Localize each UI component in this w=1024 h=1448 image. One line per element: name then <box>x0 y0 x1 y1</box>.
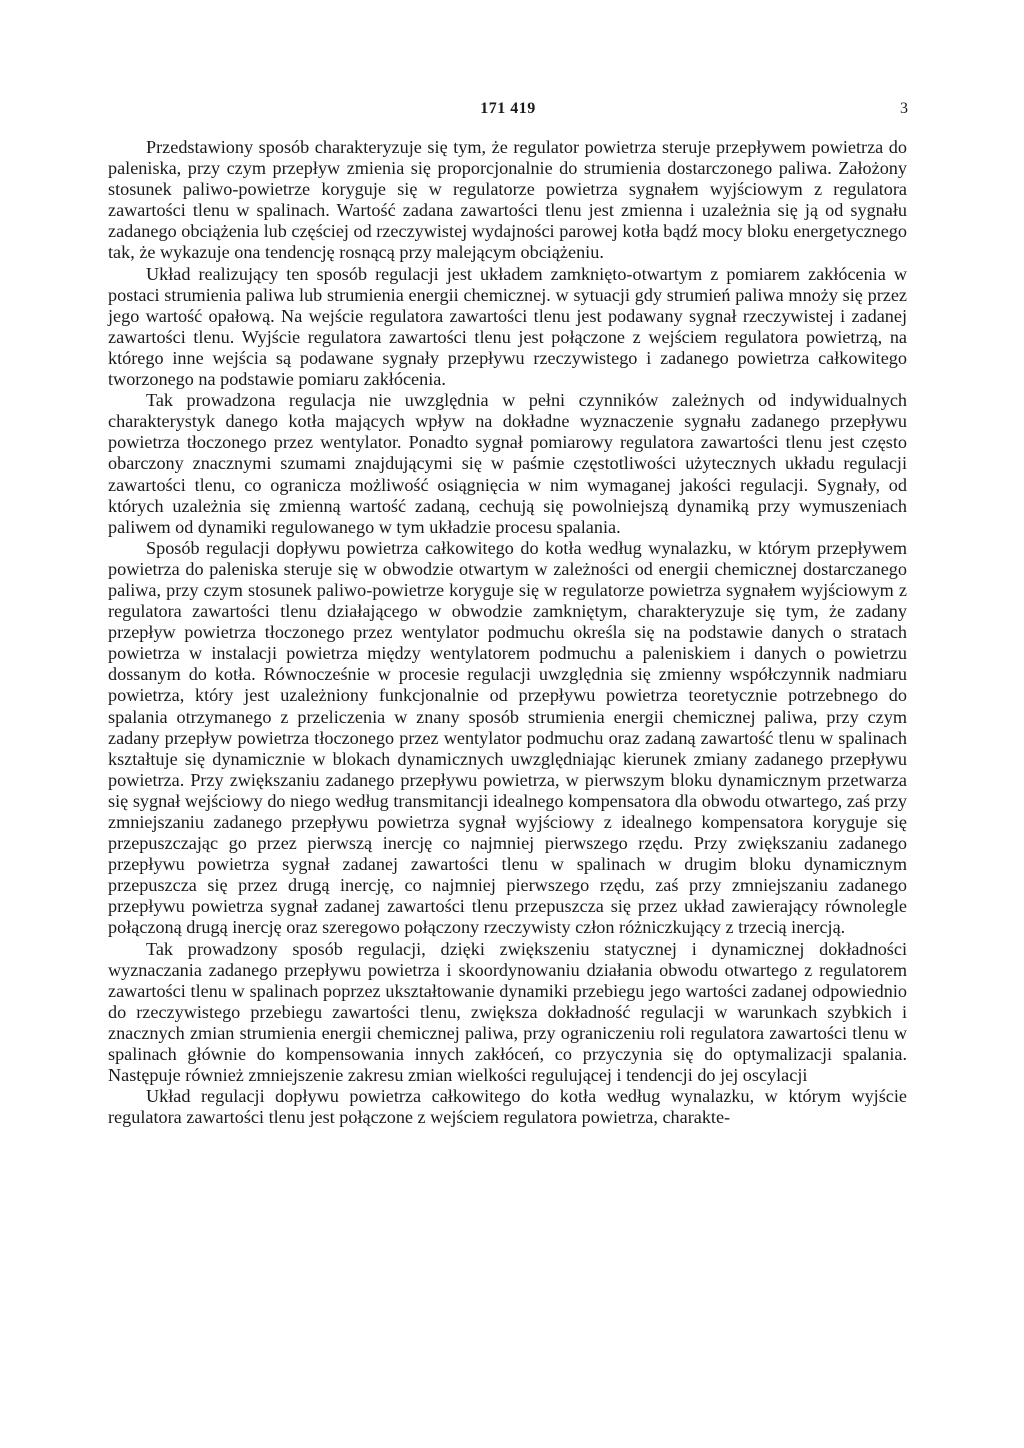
paragraph: Układ realizujący ten sposób regulacji jest układem zamknięto-otwartym z pomiarem zakłócenia w postaci strumienia paliwa lub strumienia energii chemicznej. w sytuacji gdy strumień paliwa mnoży się przez jego wartość opałową. Na wejście regulatora zawartości tlenu jest podawany sygnał rzeczywistej i zadanej zawartości tlenu. Wyjście regulatora zawartości tlenu jest połączone z wejściem regulatora powietrzą, na którego inne wejścia są podawane sygnały przepływu rzeczywistego i zadanego powietrza całkowitego tworzonego na podstawie pomiaru zakłócenia. <box>108 263 907 390</box>
paragraph: Tak prowadzony sposób regulacji, dzięki zwiększeniu statycznej i dynamicznej dokładności wyznaczania zadanego przepływu powietrza i skoordynowaniu działania obwodu otwartego z regulatorem zawartości tlenu w spalinach poprzez ukształtowanie dynamiki przebiegu jego wartości zadanej odpowiednio do rzeczywistego przebiegu zawartości tlenu, zwiększa dokładność regulacji w warunkach szybkich i znacznych zmian strumienia energii chemicznej paliwa, przy ograniczeniu roli regulatora zawartości tlenu w spalinach głównie do kompensowania innych zakłóceń, co przyczynia się do optymalizacji spalania. Następuje również zmniejszenie zakresu zmian wielkości regulującej i tendencji do jej oscylacji <box>108 938 907 1086</box>
paragraph: Układ regulacji dopływu powietrza całkowitego do kotła według wynalazku, w którym wyjście regulatora zawartości tlenu jest połączone z wejściem regulatora powietrza, charakte- <box>108 1086 907 1128</box>
paragraph: Tak prowadzona regulacja nie uwzględnia w pełni czynników zależnych od indywidualnych charakterystyk danego kotła mających wpływ na dokładne wyznaczenie sygnału zadanego przepływu powietrza tłoczonego przez wentylator. Ponadto sygnał pomiarowy regulatora zawartości tlenu jest często obarczony znacznymi szumami znajdującymi się w paśmie częstotliwości użytecznych układu regulacji zawartości tlenu, co ogranicza możliwość osiągnięcia w nim wymaganej jakości regulacji. Sygnały, od których uzależnia się zmienną wartość zadaną, cechują się powolniejszą dynamiką przy wymuszeniach paliwem od dynamiki regulowanego w tym układzie procesu spalania. <box>108 390 907 537</box>
paragraph: Przedstawiony sposób charakteryzuje się tym, że regulator powietrza steruje przepływem powietrza do paleniska, przy czym przepływ zmienia się proporcjonalnie do strumienia dostarczonego paliwa. Założony stosunek paliwo-powietrze koryguje się w regulatorze powietrza sygnałem wyjściowym z regulatora zawartości tlenu w spalinach. Wartość zadana zawartości tlenu jest zmienna i uzależnia się ją od sygnału zadanego obciążenia lub częściej od rzeczywistej wydajności parowej kotła bądź mocy bloku energetycznego tak, że wykazuje ona tendencję rosnącą przy malejącym obciążeniu. <box>108 137 907 263</box>
page-number: 3 <box>900 100 908 117</box>
page-header <box>108 100 908 124</box>
patent-number: 171 419 <box>480 100 536 117</box>
paragraph: Sposób regulacji dopływu powietrza całkowitego do kotła według wynalazku, w którym przepływem powietrza do paleniska steruje się w obwodzie otwartym w zależności od energii chemicznej dostarczanego paliwa, przy czym stosunek paliwo-powietrze koryguje się w regulatorze powietrza sygnałem wyjściowym z regulatora zawartości tlenu działającego w obwodzie zamkniętym, charakteryzuje się tym, że zadany przepływ powietrza tłoczonego przez wentylator podmuchu określa się na podstawie danych o stratach powietrza w instalacji powietrza między wentylatorem podmuchu a paleniskiem i danych o powietrzu dossanym do kotła. Równocześnie w procesie regulacji uwzględnia się zmienny współczynnik nadmiaru powietrza, który jest uzależniony funkcjonalnie od przepływu powietrza teoretycznie potrzebnego do spalania otrzymanego z przeliczenia w znany sposób strumienia energii chemicznej paliwa, przy czym zadany przepływ powietrza tłoczonego przez wentylator podmuchu oraz zadaną zawartość tlenu w spalinach kształtuje się dynamicznie w blokach dynamicznych uwzględniając kierunek zmiany zadanego przepływu powietrza. Przy zwiększaniu zadanego przepływu powietrza, w pierwszym bloku dynamicznym przetwarza się sygnał wejściowy do niego według transmitancji idealnego kompensatora dla obwodu otwartego, zaś przy zmniejszaniu zadanego przepływu powietrza sygnał wyjściowy z idealnego kompensatora koryguje się przepuszczając go przez pierwszą inercję co najmniej pierwszego rzędu. Przy zwiększaniu zadanego przepływu powietrza sygnał zadanej zawartości tlenu w spalinach w drugim bloku dynamicznym przepuszcza się przez drugą inercję, co najmniej pierwszego rzędu, zaś przy zmniejszaniu zadanego przepływu powietrza sygnał zadanej zawartości tlenu przepuszcza się przez układ zawierający równolegle połączoną drugą inercję oraz szeregowo połączony rzeczywisty człon różniczkujący z trzecią inercją. <box>108 537 907 938</box>
document-body <box>108 137 907 1128</box>
